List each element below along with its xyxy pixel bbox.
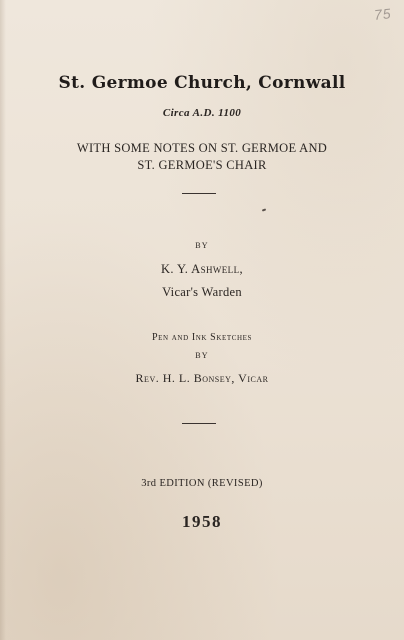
pencil-mark: 75 xyxy=(373,5,393,23)
author-role: Vicar's Warden xyxy=(162,285,242,299)
author-name: K. Y. Ashwell, xyxy=(160,262,244,276)
subtitle xyxy=(0,140,404,174)
publication-year: 1958 xyxy=(182,512,222,531)
edition-label: 3rd EDITION (REVISED) xyxy=(141,478,263,489)
document-title: St. Germoe Church, Cornwall xyxy=(58,73,346,93)
subtitle-line-1: WITH SOME NOTES ON ST. GERMOE AND xyxy=(76,141,328,155)
ink-speck xyxy=(262,208,266,211)
divider-rule-2 xyxy=(182,423,216,424)
circa-date: Circa A.D. 1100 xyxy=(162,107,242,119)
artist-name: Rev. H. L. Bonsey, Vicar xyxy=(135,371,269,385)
subtitle-line-2: ST. GERMOE'S CHAIR xyxy=(137,158,267,172)
by-label-author: BY xyxy=(195,241,209,250)
by-label-artist: BY xyxy=(195,351,209,360)
divider-rule xyxy=(182,193,216,194)
sketches-label: Pen and Ink Sketches xyxy=(151,332,253,343)
page-edge-shadow xyxy=(0,0,6,640)
